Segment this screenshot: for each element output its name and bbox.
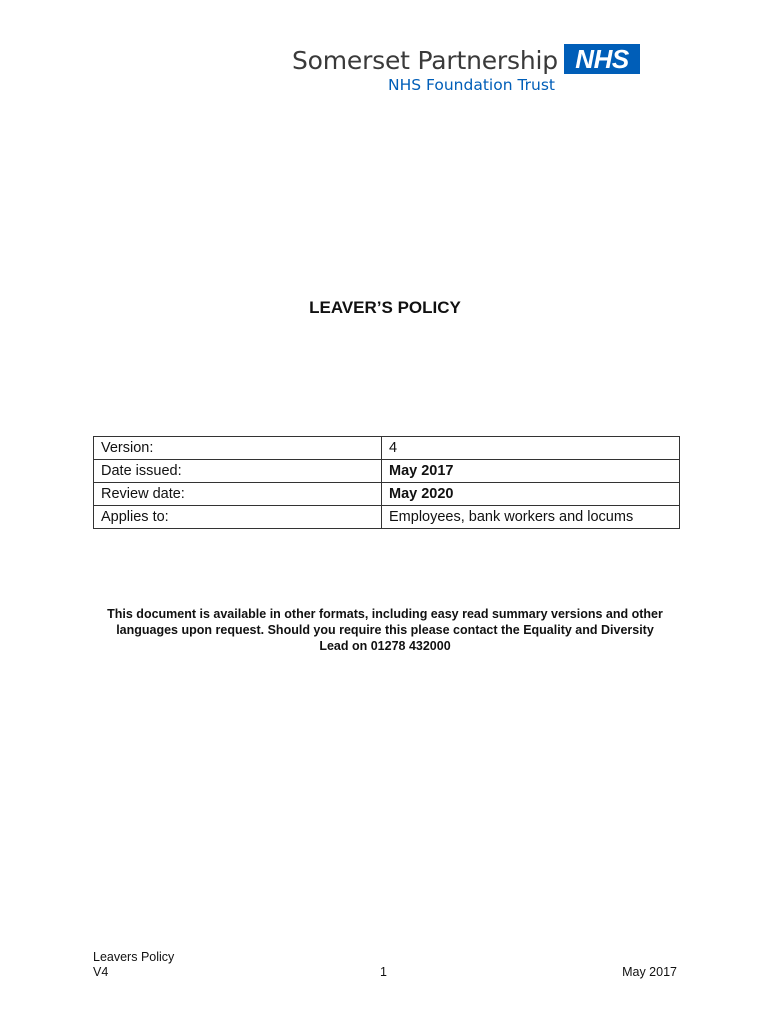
row-label: Version:: [94, 437, 382, 460]
footer-date: May 2017: [622, 965, 677, 979]
row-label: Review date:: [94, 483, 382, 506]
nhs-logo-text: NHS: [575, 43, 629, 74]
table-row: [94, 483, 680, 506]
row-value: 4: [382, 437, 680, 460]
row-value: Employees, bank workers and locums: [382, 506, 680, 529]
table-row: [94, 506, 680, 529]
row-label: Date issued:: [94, 460, 382, 483]
footer-document-info: [93, 950, 174, 980]
accessibility-notice: This document is available in other formats, including easy read summary versions and other languages upon request. Should you require this please contact the Equality and Diversity Lead on 01278 432000: [107, 607, 663, 653]
logo-subtitle: NHS Foundation Trust: [388, 76, 556, 94]
document-title: LEAVER’S POLICY: [309, 298, 461, 317]
row-value: May 2017: [382, 460, 680, 483]
footer-document-name: Leavers Policy: [93, 950, 175, 964]
row-value: May 2020: [382, 483, 680, 506]
trust-logo: [292, 42, 642, 98]
table-row: [94, 437, 680, 460]
row-label: Applies to:: [94, 506, 382, 529]
footer-page-number: 1: [380, 965, 387, 979]
table-row: [94, 460, 680, 483]
nhs-logo-box: [564, 44, 640, 74]
logo-organisation-name: Somerset Partnership: [292, 46, 558, 75]
document-details-table: [93, 436, 680, 529]
footer-version: V4: [93, 965, 109, 979]
